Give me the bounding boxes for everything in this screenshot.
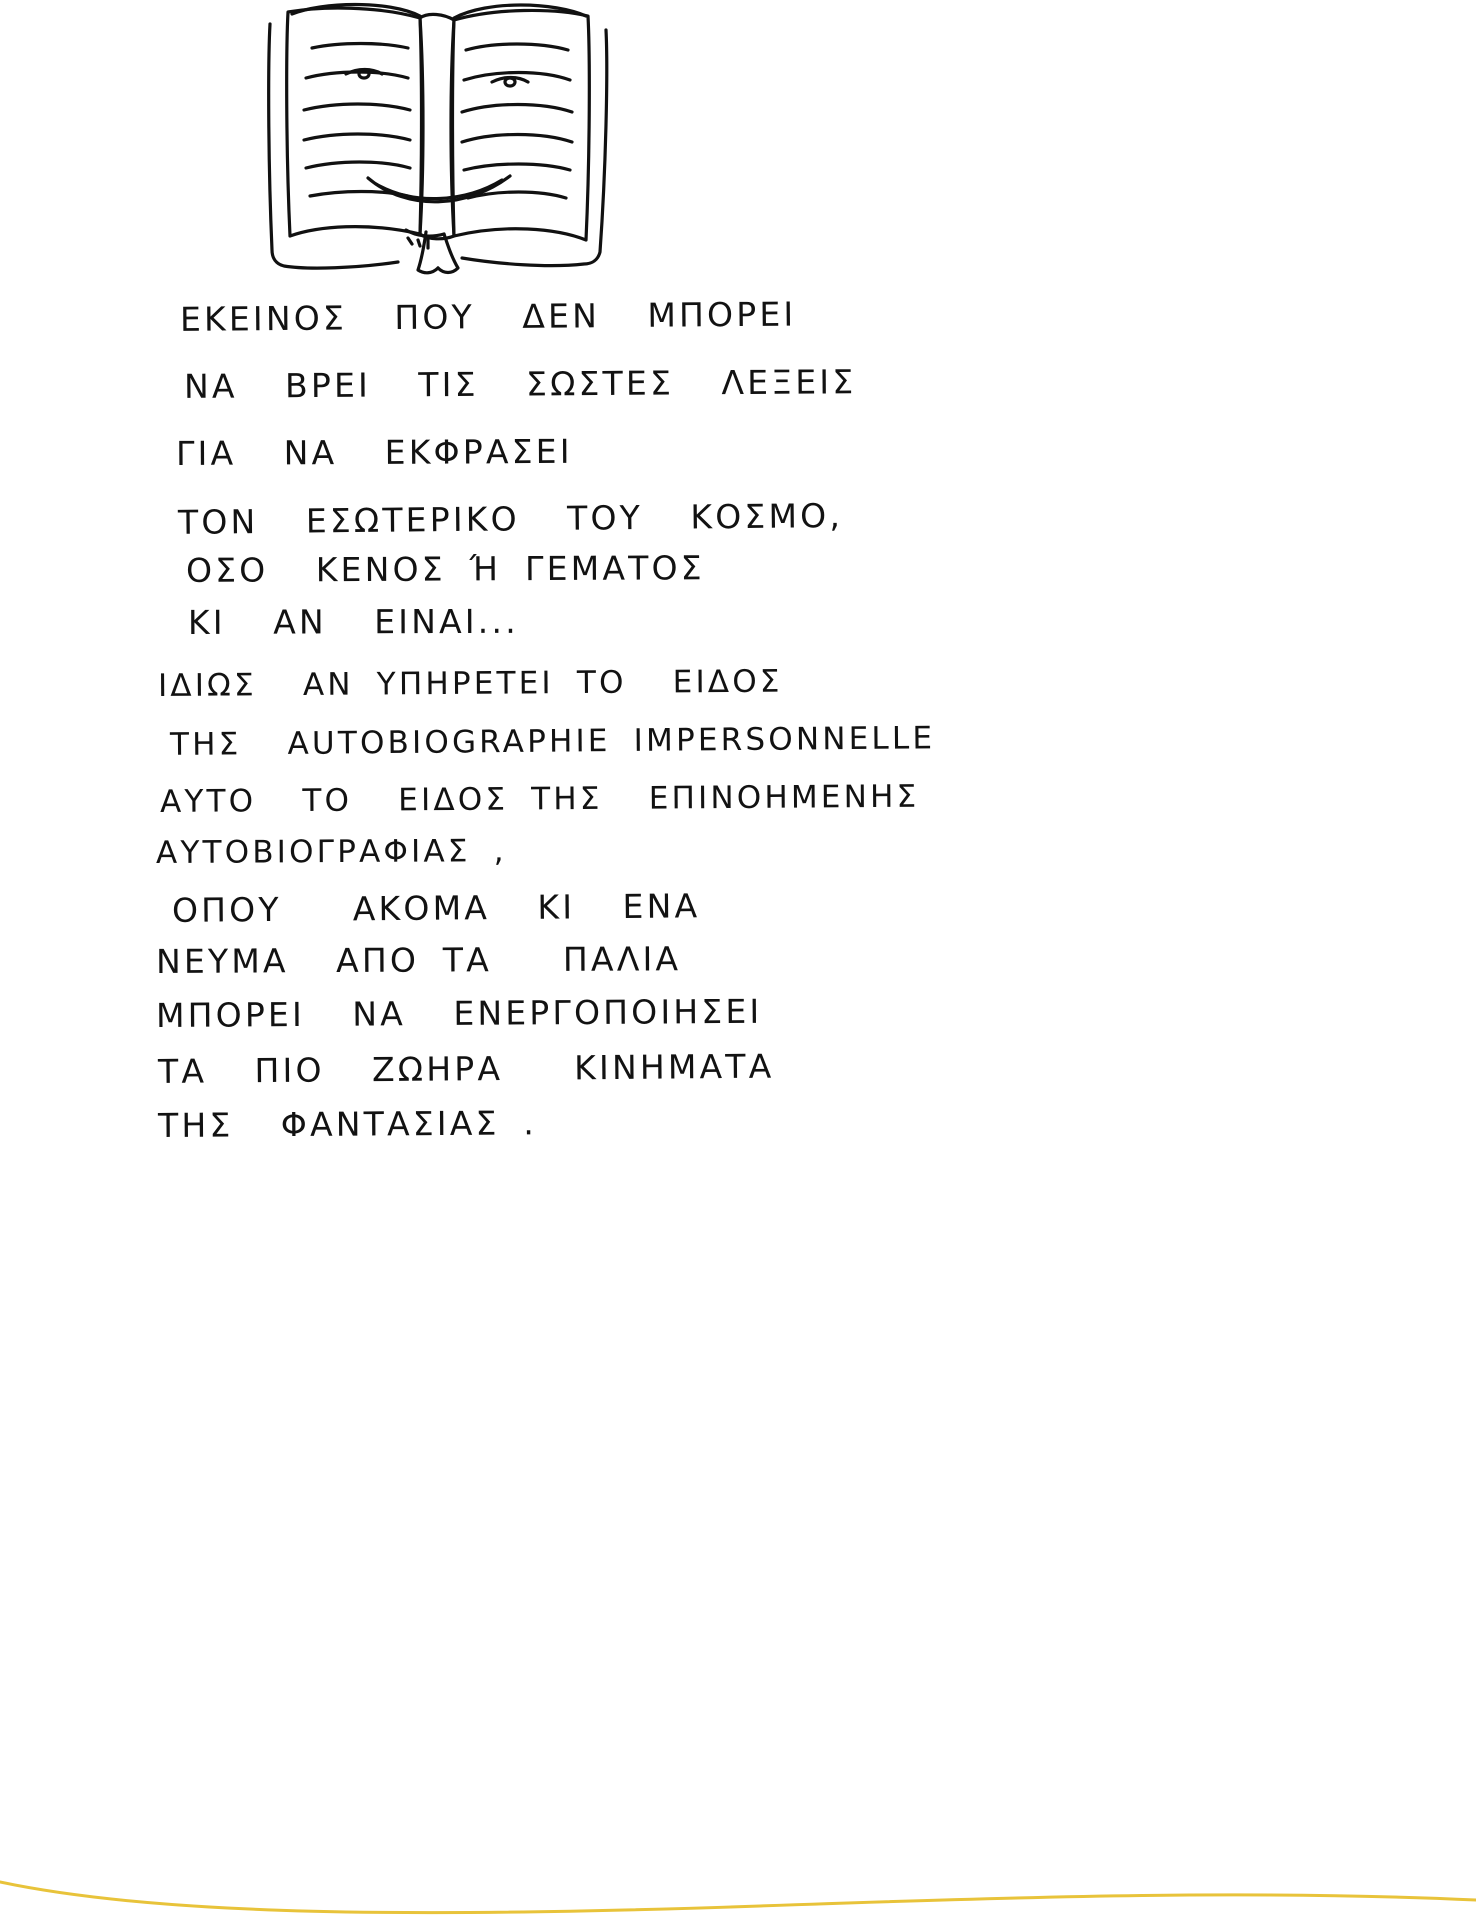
poem-line: ΚΙ ΑΝ ΕΙΝΑΙ...: [187, 601, 519, 642]
poem-line: ΤΗΣ ΦΑΝΤΑΣΙΑΣ .: [157, 1103, 538, 1145]
poem-line: ΝΕΥΜΑ ΑΠΟ ΤΑ ΠΑΛΙΑ: [155, 939, 682, 981]
poem-line: ΟΠΟΥ ΑΚΟΜΑ ΚΙ ΕΝΑ: [171, 886, 701, 930]
poem-line: ΤΗΣ AUTOBIOGRAPHIE IMPERSONNELLE: [169, 720, 936, 763]
poem-line: ΓΙΑ ΝΑ ΕΚΦΡΑΣΕΙ: [175, 431, 573, 473]
poem-body: [150, 294, 1300, 1145]
poem-line: ΜΠΟΡΕΙ ΝΑ ΕΝΕΡΓΟΠΟΙΗΣΕΙ: [155, 991, 763, 1035]
poem-line: ΙΔΙΩΣ ΑΝ ΥΠΗΡΕΤΕΙ ΤΟ ΕΙΔΟΣ: [157, 663, 783, 704]
poem-line: ΕΚΕΙΝΟΣ ΠΟΥ ΔΕΝ ΜΠΟΡΕΙ: [179, 294, 797, 339]
open-book-sketch: [248, 0, 628, 290]
poem-line: ΑΥΤΟΒΙΟΓΡΑΦΙΑΣ ,: [155, 833, 507, 871]
poem-line: ΤΟΝ ΕΣΩΤΕΡΙΚΟ ΤΟΥ ΚΟΣΜΟ,: [177, 495, 844, 542]
poem-line: ΤΑ ΠΙΟ ΖΩΗΡΑ ΚΙΝΗΜΑΤΑ: [157, 1046, 775, 1091]
poem-line: ΝΑ ΒΡΕΙ ΤΙΣ ΣΩΣΤΕΣ ΛΕΞΕΙΣ: [183, 362, 857, 406]
decorative-swoosh: [0, 1830, 1476, 1920]
poem-line: ΟΣΟ ΚΕΝΟΣ Ή ΓΕΜΑΤΟΣ: [185, 548, 705, 590]
poem-line: ΑΥΤΟ ΤΟ ΕΙΔΟΣ ΤΗΣ ΕΠΙΝΟΗΜΕΝΗΣ: [159, 778, 920, 820]
